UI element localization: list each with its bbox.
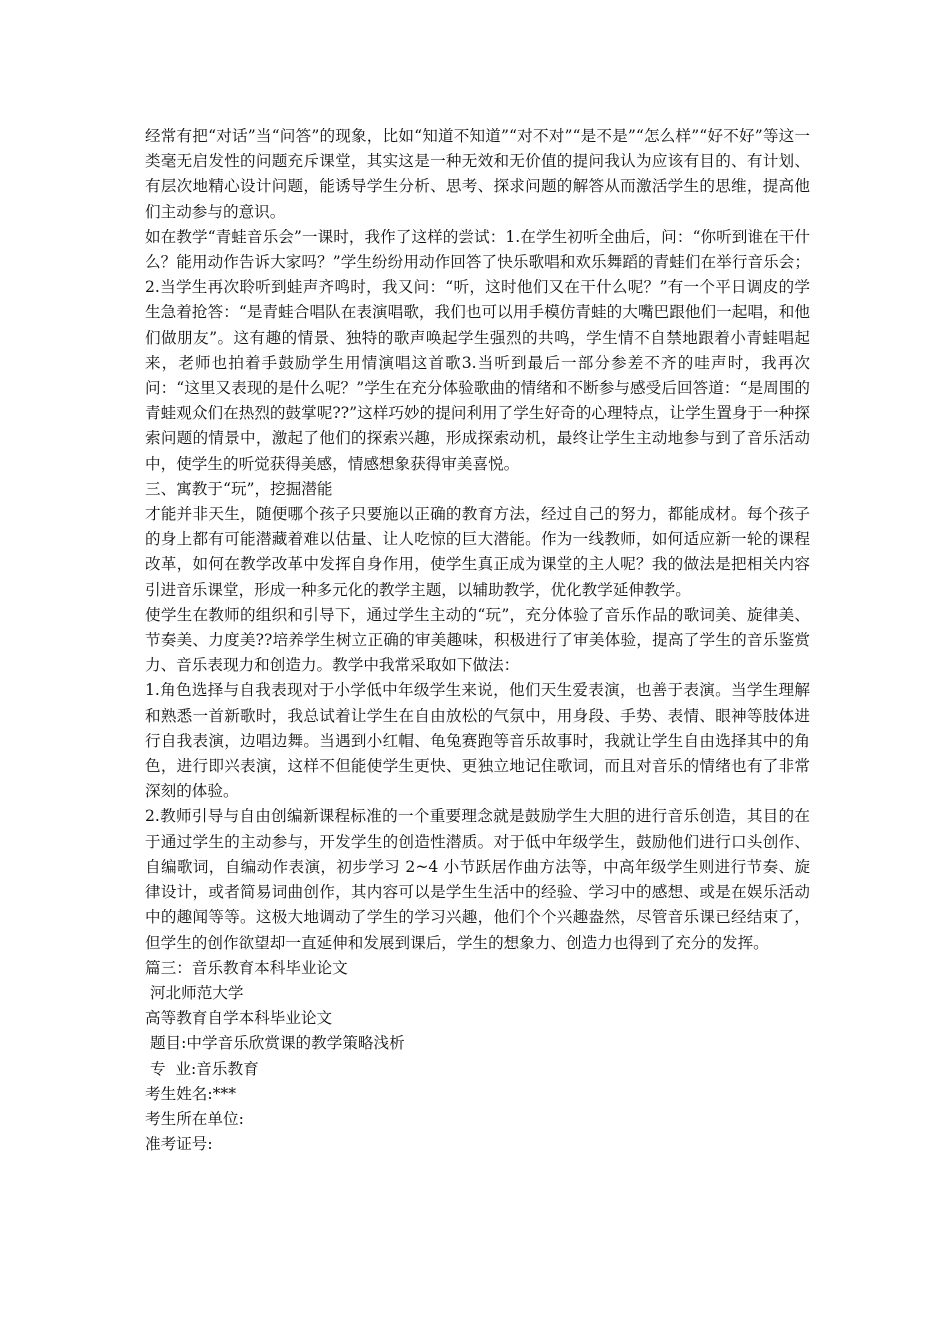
paragraph-frog-concert: 如在教学“青蛙音乐会”一课时，我作了这样的尝试：1.在学生初听全曲后，问：“你听到谁在干什么？能用动作告诉大家吗？”学生纷纷用动作回答了快乐歌唱和欢乐舞蹈的青蛙们在举行音乐会；2.当学生再次聆听到蛙声齐鸣时，我又问：“听，这时他们又在干什么呢？”有一个平日调皮的学生急着抢答：“是青蛙合唱队在表演唱歌，我们也可以用手模仿青蛙的大嘴巴跟他们一起唱，和他们做朋友”。这有趣的情景、独特的歌声唤起学生强烈的共鸣，学生情不自禁地跟着小青蛙唱起来，老师也拍着手鼓励学生用情演唱这首歌3.当听到最后一部分参差不齐的哇声时，我再次问：“这里又表现的是什么呢？”学生在充分体验歌曲的情绪和不断参与感受后回答道：“是周围的青蛙观众们在热烈的鼓掌呢??”这样巧妙的提问利用了学生好奇的心理特点，让学生置身于一种探索问题的情景中，激起了他们的探索兴趣，形成探索动机，最终让学生主动地参与到了音乐活动中，使学生的听觉获得美感，情感想象获得审美喜悦。 <box>145 227 810 473</box>
paragraph-role-play: 1.角色选择与自我表现对于小学低中年级学生来说，他们天生爱表演，也善于表演。当学生理解和熟悉一首新歌时，我总试着让学生在自由放松的气氛中，用身段、手势、表情、眼神等肢体进行自我表演，边唱边舞。当遇到小红帽、龟兔赛跑等音乐故事时，我就让学生自由选择其中的角色，进行即兴表演，这样不但能使学生更快、更独立地记住歌词，而且对音乐的情绪也有了非常深刻的体验。 <box>145 681 810 801</box>
candidate-unit: 考生所在单位: <box>145 1109 244 1128</box>
major-field: 专 业:音乐教育 <box>145 1059 259 1078</box>
candidate-name: 考生姓名:*** <box>145 1084 237 1103</box>
exam-number: 准考证号: <box>145 1135 213 1154</box>
paragraph-creation: 2.教师引导与自由创编新课程标准的一个重要理念就是鼓励学生大胆的进行音乐创造，其目的在于通过学生的主动参与，开发学生的创造性潜质。对于低中年级学生，鼓励他们进行口头创作、自编歌词，自编动作表演，初步学习 2~4 小节跃居作曲方法等，中高年级学生则进行节奏、旋律设计，或者简易词曲创作，其内容可以是学生生活中的经验、学习中的感想、或是在娱乐活动中的趣闻等等。这极大地调动了学生的学习兴趣，他们个个兴趣盎然，尽管音乐课已经结束了，但学生的创作欲望却一直延伸和发展到课后，学生的想象力、创造力也得到了充分的发挥。 <box>145 807 810 952</box>
document-body <box>145 124 810 1157</box>
university-name: 河北师范大学 <box>145 983 244 1002</box>
paragraph-potential: 才能并非天生，随便哪个孩子只要施以正确的教育方法，经过自己的努力，都能成材。每个孩子的身上都有可能潜藏着难以估量、让人吃惊的巨大潜能。作为一线教师，如何适应新一轮的课程改革，如何在教学改革中发挥自身作用，使学生真正成为课堂的主人呢？我的做法是把相关内容引进音乐课堂，形成一种多元化的教学主题，以辅助教学，优化教学延伸教学。 <box>145 505 810 599</box>
paragraph-aesthetic: 使学生在教师的组织和引导下，通过学生主动的“玩”，充分体验了音乐作品的歌词美、旋律美、节奏美、力度美??培养学生树立正确的审美趣味，积极进行了审美体验，提高了学生的音乐鉴赏力、音乐表现力和创造力。教学中我常采取如下做法： <box>145 605 810 675</box>
thesis-topic: 题目:中学音乐欣赏课的教学策略浅析 <box>145 1034 405 1053</box>
program-name: 高等教育自学本科毕业论文 <box>145 1009 333 1028</box>
section-heading-play: 三、寓教于“玩”，挖掘潜能 <box>145 479 333 498</box>
section-title: 篇三：音乐教育本科毕业论文 <box>145 958 348 977</box>
paragraph-questioning: 经常有把“对话”当“问答”的现象，比如“知道不知道”“对不对”“是不是”“怎么样”“好不好”等这一类毫无启发性的问题充斥课堂，其实这是一种无效和无价值的提问我认为应该有目的、有计划、有层次地精心设计问题，能诱导学生分析、思考、探求问题的解答从而激活学生的思维，提高他们主动参与的意识。 <box>145 127 810 221</box>
